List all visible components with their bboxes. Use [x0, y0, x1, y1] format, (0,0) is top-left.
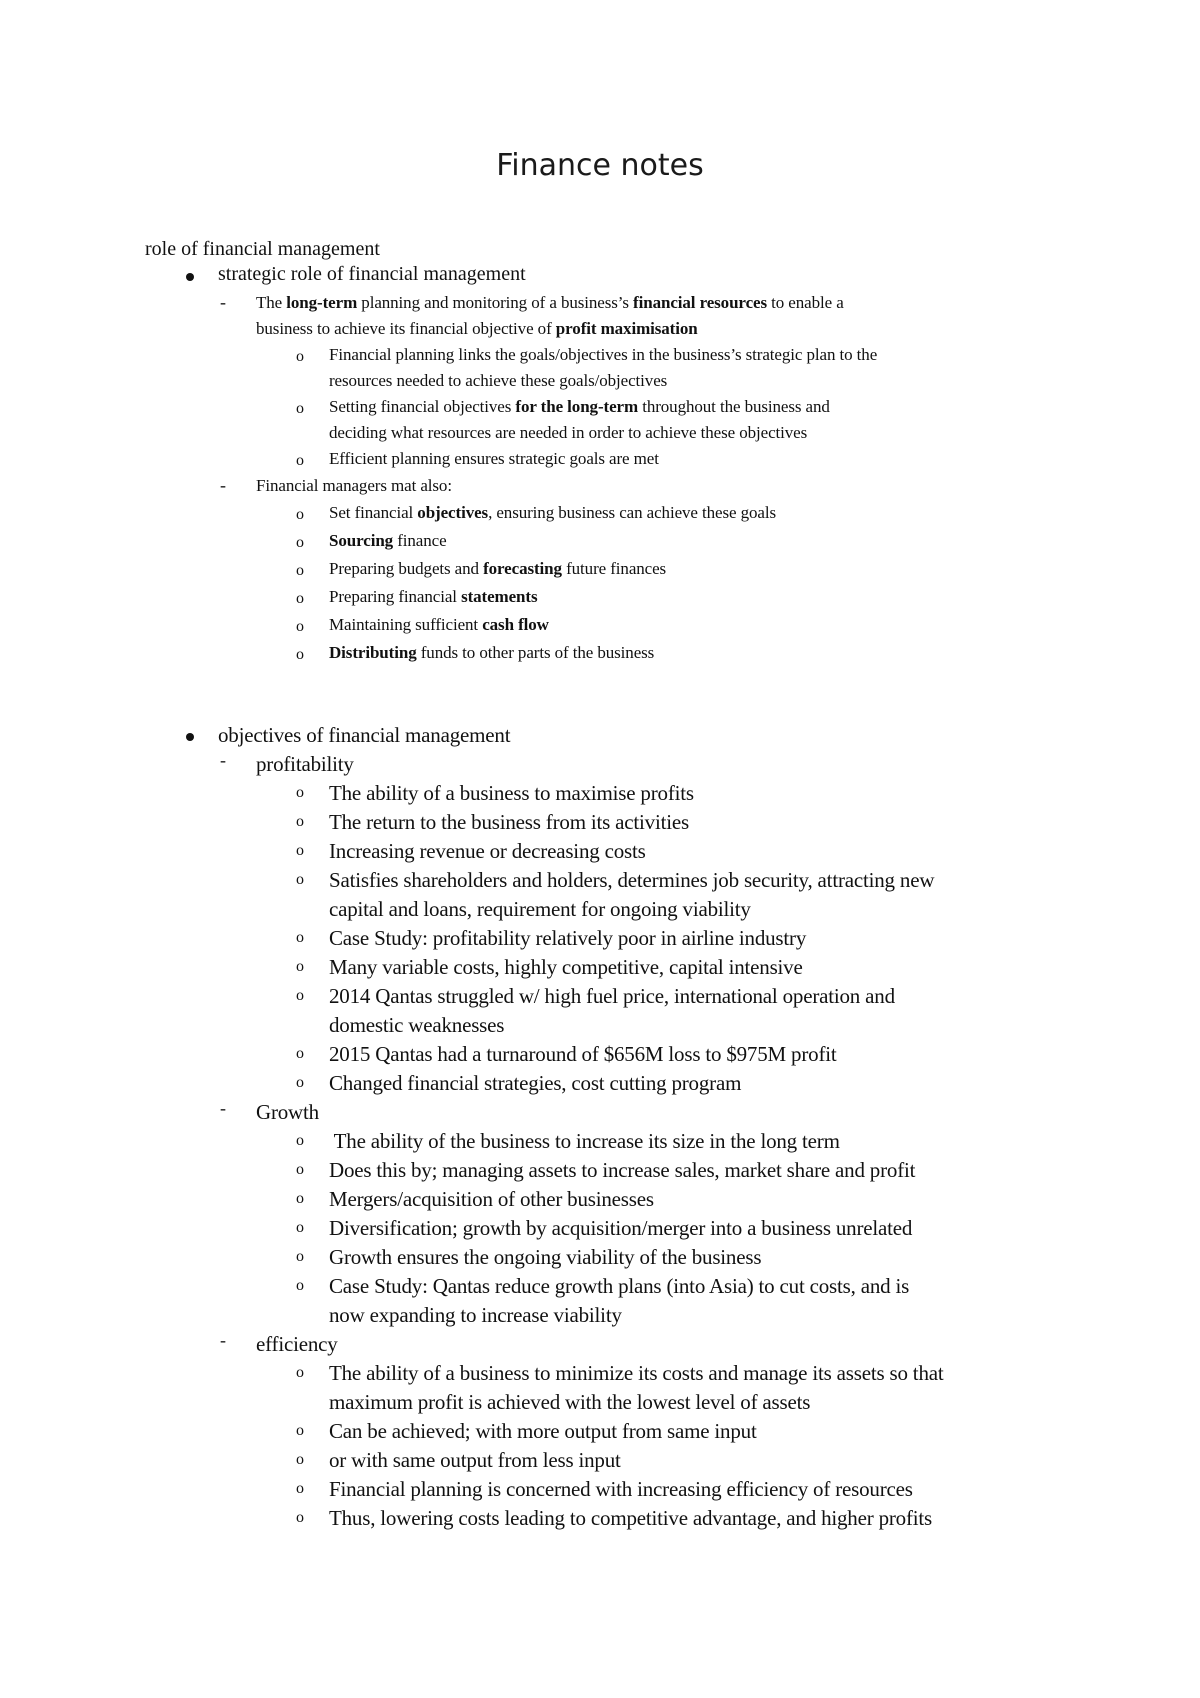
profitability-label: profitability: [256, 752, 354, 776]
sec1-d2-item: Maintaining sufficient cash flow: [329, 615, 549, 634]
circle-marker: o: [296, 1451, 304, 1468]
efficiency-line: Can be achieved; with more output from same input: [329, 1419, 757, 1443]
efficiency-line: or with same output from less input: [329, 1448, 621, 1472]
sec1-d1-o2b: deciding what resources are needed in order to achieve these objectives: [329, 423, 808, 442]
growth-line: The ability of the business to increase its size in the long term: [329, 1129, 840, 1153]
bullet-disc-icon: [186, 273, 194, 281]
sec2-label: objectives of financial management: [218, 723, 511, 747]
circle-marker: o: [296, 1277, 304, 1294]
sec1-d1-o1b: resources needed to achieve these goals/objectives: [329, 371, 668, 390]
circle-marker: o: [296, 1190, 304, 1207]
profitability-line: Satisfies shareholders and holders, determines job security, attracting new: [329, 868, 935, 892]
efficiency-line: maximum profit is achieved with the lowest level of assets: [329, 1390, 811, 1414]
growth-line: Does this by; managing assets to increase sales, market share and profit: [329, 1158, 916, 1182]
circle-marker: o: [296, 1364, 304, 1381]
dash-marker: -: [220, 750, 226, 770]
sec1-d1-line2: business to achieve its financial objective of profit maximisation: [256, 319, 698, 338]
circle-marker: o: [296, 618, 304, 635]
section-heading: role of financial management: [145, 238, 380, 260]
profitability-line: Increasing revenue or decreasing costs: [329, 839, 646, 863]
growth-line: Diversification; growth by acquisition/merger into a business unrelated: [329, 1216, 913, 1240]
circle-marker: o: [296, 562, 304, 579]
sec1-d2-item: Sourcing finance: [329, 531, 447, 550]
circle-marker: o: [296, 506, 304, 523]
profitability-line: The ability of a business to maximise profits: [329, 781, 694, 805]
circle-marker: o: [296, 400, 304, 417]
sec1-d2-label: Financial managers mat also:: [256, 476, 452, 495]
profitability-line: The return to the business from its activities: [329, 810, 689, 834]
sec1-d1-o3: Efficient planning ensures strategic goals are met: [329, 449, 659, 468]
circle-marker: o: [296, 1422, 304, 1439]
bullet-disc-icon: [186, 733, 194, 741]
profitability-line: Case Study: profitability relatively poor in airline industry: [329, 926, 807, 950]
circle-marker: o: [296, 958, 304, 975]
circle-marker: o: [296, 348, 304, 365]
sec1-d1-o2a: Setting financial objectives for the long-term throughout the business and: [329, 397, 830, 416]
sec1-d1-line1: The long-term planning and monitoring of a business’s financial resources to enable a: [256, 293, 844, 312]
profitability-line: domestic weaknesses: [329, 1013, 505, 1037]
circle-marker: o: [296, 987, 304, 1004]
circle-marker: o: [296, 1480, 304, 1497]
profitability-line: Changed financial strategies, cost cutting program: [329, 1071, 742, 1095]
circle-marker: o: [296, 842, 304, 859]
growth-line: now expanding to increase viability: [329, 1303, 622, 1327]
circle-marker: o: [296, 1161, 304, 1178]
growth-line: Case Study: Qantas reduce growth plans (into Asia) to cut costs, and is: [329, 1274, 910, 1298]
circle-marker: o: [296, 1248, 304, 1265]
circle-marker: o: [296, 1045, 304, 1062]
dash-marker: -: [220, 475, 226, 495]
profitability-line: capital and loans, requirement for ongoing viability: [329, 897, 751, 921]
circle-marker: o: [296, 1509, 304, 1526]
profitability-line: 2015 Qantas had a turnaround of $656M loss to $975M profit: [329, 1042, 837, 1066]
dash-marker: -: [220, 292, 226, 312]
circle-marker: o: [296, 534, 304, 551]
dash-marker: -: [220, 1330, 226, 1350]
sec1-label: strategic role of financial management: [218, 263, 526, 285]
page-title: Finance notes: [496, 148, 704, 183]
circle-marker: o: [296, 590, 304, 607]
dash-marker: -: [220, 1098, 226, 1118]
circle-marker: o: [296, 871, 304, 888]
growth-line: Mergers/acquisition of other businesses: [329, 1187, 654, 1211]
circle-marker: o: [296, 452, 304, 469]
profitability-line: Many variable costs, highly competitive, capital intensive: [329, 955, 803, 979]
circle-marker: o: [296, 929, 304, 946]
circle-marker: o: [296, 813, 304, 830]
sec1-d2-item: Preparing financial statements: [329, 587, 538, 606]
efficiency-line: Financial planning is concerned with increasing efficiency of resources: [329, 1477, 913, 1501]
growth-line: Growth ensures the ongoing viability of the business: [329, 1245, 762, 1269]
efficiency-line: Thus, lowering costs leading to competitive advantage, and higher profits: [329, 1506, 932, 1530]
circle-marker: o: [296, 1132, 304, 1149]
sec1-d2-item: Distributing funds to other parts of the business: [329, 643, 655, 662]
growth-label: Growth: [256, 1100, 319, 1124]
circle-marker: o: [296, 1219, 304, 1236]
sec1-d1-o1a: Financial planning links the goals/objectives in the business’s strategic plan to the: [329, 345, 878, 364]
efficiency-line: The ability of a business to minimize its costs and manage its assets so that: [329, 1361, 944, 1385]
sec1-d2-item: Set financial objectives, ensuring business can achieve these goals: [329, 503, 776, 522]
profitability-line: 2014 Qantas struggled w/ high fuel price, international operation and: [329, 984, 895, 1008]
sec1-d2-item: Preparing budgets and forecasting future finances: [329, 559, 667, 578]
circle-marker: o: [296, 784, 304, 801]
circle-marker: o: [296, 646, 304, 663]
circle-marker: o: [296, 1074, 304, 1091]
efficiency-label: efficiency: [256, 1332, 338, 1356]
